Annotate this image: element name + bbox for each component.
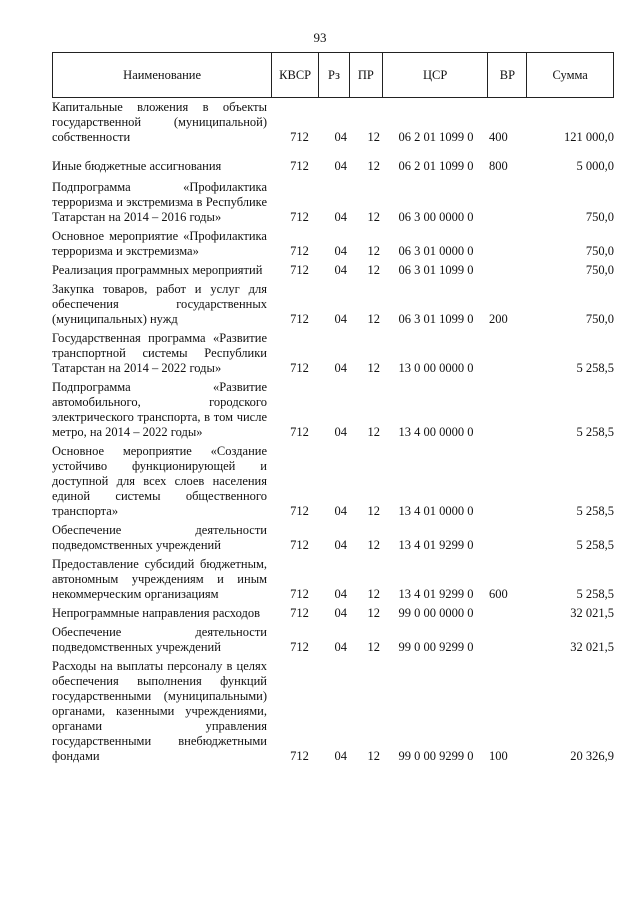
row-name: Подпрограмма «Развитие автомобильного, городского электрического транспорта, в том числе метро, на 2014 – 2022 годы» [52, 380, 267, 439]
table-row [52, 380, 614, 440]
row-name: Капитальные вложения в объекты государственной (муниципальной) собственности [52, 100, 267, 144]
row-kvsr: 712 [290, 606, 309, 620]
row-kvsr: 712 [290, 749, 309, 763]
row-pr: 12 [367, 210, 380, 224]
row-vr: 200 [489, 312, 508, 326]
row-kvsr: 712 [290, 538, 309, 552]
row-name: Государственная программа «Развитие транспортной системы Республики Татарстан на 2014 – 2022 годы» [52, 331, 267, 375]
row-csr: 99 0 00 0000 0 [398, 606, 474, 620]
row-vr: 600 [489, 587, 508, 601]
row-csr: 06 3 01 1099 0 [398, 263, 474, 277]
row-pr: 12 [367, 130, 380, 144]
row-rz: 04 [334, 538, 347, 552]
header-pr: ПР [350, 53, 383, 97]
row-rz: 04 [334, 587, 347, 601]
row-kvsr: 712 [290, 159, 309, 173]
row-pr: 12 [367, 244, 380, 258]
table-row [52, 229, 614, 259]
row-kvsr: 712 [290, 361, 309, 375]
row-csr: 06 3 01 1099 0 [398, 312, 474, 326]
table-header [52, 52, 614, 98]
page-number: 93 [313, 30, 327, 45]
row-sum: 32 021,5 [570, 640, 614, 654]
table-body [52, 100, 614, 768]
row-rz: 04 [334, 425, 347, 439]
row-sum: 5 258,5 [576, 587, 614, 601]
row-kvsr: 712 [290, 640, 309, 654]
row-rz: 04 [334, 159, 347, 173]
table-row [52, 331, 614, 376]
row-csr: 06 3 00 0000 0 [398, 210, 474, 224]
row-pr: 12 [367, 425, 380, 439]
row-sum: 750,0 [585, 244, 614, 258]
row-kvsr: 712 [290, 263, 309, 277]
row-sum: 5 258,5 [576, 504, 614, 518]
row-rz: 04 [334, 361, 347, 375]
row-pr: 12 [367, 504, 380, 518]
header-kvsr: КВСР [272, 53, 319, 97]
row-kvsr: 712 [290, 312, 309, 326]
row-pr: 12 [367, 749, 380, 763]
header-vr: ВР [488, 53, 527, 97]
row-sum: 5 000,0 [576, 159, 614, 173]
row-vr: 100 [489, 749, 508, 763]
row-csr: 13 4 00 0000 0 [398, 425, 474, 439]
table-row [52, 282, 614, 327]
row-name: Обеспечение деятельности подведомственных учреждений [52, 625, 267, 654]
row-csr: 06 2 01 1099 0 [398, 159, 474, 173]
row-sum: 121 000,0 [564, 130, 614, 144]
row-rz: 04 [334, 749, 347, 763]
row-name: Расходы на выплаты персоналу в целях обеспечения выполнения функций государственными (муниципальными) органами, казенными учреждениями, органами управления государственными внебюджетными фондами [52, 659, 267, 763]
table-row [52, 625, 614, 655]
header-rz: Рз [319, 53, 350, 97]
row-pr: 12 [367, 312, 380, 326]
row-sum: 750,0 [585, 312, 614, 326]
row-pr: 12 [367, 538, 380, 552]
row-sum: 5 258,5 [576, 361, 614, 375]
row-csr: 99 0 00 9299 0 [398, 640, 474, 654]
row-vr: 400 [489, 130, 508, 144]
table-row [52, 557, 614, 602]
row-kvsr: 712 [290, 130, 309, 144]
row-name: Основное мероприятие «Профилактика терроризма и экстремизма» [52, 229, 267, 258]
row-name: Подпрограмма «Профилактика терроризма и экстремизма в Республике Татарстан на 2014 – 2016 годы» [52, 180, 267, 224]
row-pr: 12 [367, 361, 380, 375]
row-rz: 04 [334, 640, 347, 654]
row-pr: 12 [367, 159, 380, 173]
row-csr: 99 0 00 9299 0 [398, 749, 474, 763]
row-name: Иные бюджетные ассигнования [52, 159, 222, 173]
row-pr: 12 [367, 640, 380, 654]
row-rz: 04 [334, 606, 347, 620]
row-kvsr: 712 [290, 587, 309, 601]
header-csr: ЦСР [383, 53, 489, 97]
table-row [52, 659, 614, 764]
row-kvsr: 712 [290, 425, 309, 439]
row-sum: 32 021,5 [570, 606, 614, 620]
header-name: Наименование [53, 53, 272, 97]
row-name: Обеспечение деятельности подведомственных учреждений [52, 523, 267, 552]
row-name: Реализация программных мероприятий [52, 263, 263, 277]
row-pr: 12 [367, 587, 380, 601]
row-rz: 04 [334, 244, 347, 258]
table-row [52, 100, 614, 145]
row-rz: 04 [334, 263, 347, 277]
row-kvsr: 712 [290, 210, 309, 224]
table-row [52, 606, 614, 621]
row-csr: 13 4 01 9299 0 [398, 587, 474, 601]
row-name: Непрограммные направления расходов [52, 606, 260, 620]
table-row [52, 159, 614, 174]
table-row [52, 263, 614, 278]
row-sum: 5 258,5 [576, 538, 614, 552]
row-csr: 06 3 01 0000 0 [398, 244, 474, 258]
row-rz: 04 [334, 130, 347, 144]
row-name: Закупка товаров, работ и услуг для обеспечения государственных (муниципальных) нужд [52, 282, 267, 326]
row-name: Предоставление субсидий бюджетным, автономным учреждениям и иным некоммерческим организациям [52, 557, 267, 601]
row-rz: 04 [334, 504, 347, 518]
header-sum: Сумма [552, 67, 588, 82]
table-row [52, 444, 614, 519]
row-rz: 04 [334, 210, 347, 224]
row-sum: 750,0 [585, 210, 614, 224]
row-kvsr: 712 [290, 504, 309, 518]
row-vr: 800 [489, 159, 508, 173]
table-row [52, 523, 614, 553]
row-sum: 750,0 [585, 263, 614, 277]
row-csr: 13 4 01 0000 0 [398, 504, 474, 518]
row-rz: 04 [334, 312, 347, 326]
row-csr: 13 4 01 9299 0 [398, 538, 474, 552]
table-row [52, 180, 614, 225]
row-kvsr: 712 [290, 244, 309, 258]
row-csr: 13 0 00 0000 0 [398, 361, 474, 375]
row-pr: 12 [367, 606, 380, 620]
row-csr: 06 2 01 1099 0 [398, 130, 474, 144]
row-sum: 5 258,5 [576, 425, 614, 439]
row-name: Основное мероприятие «Создание устойчиво функционирующей и доступной для всех слоев населения единой системы общественного транспорта» [52, 444, 267, 518]
row-pr: 12 [367, 263, 380, 277]
row-sum: 20 326,9 [570, 749, 614, 763]
